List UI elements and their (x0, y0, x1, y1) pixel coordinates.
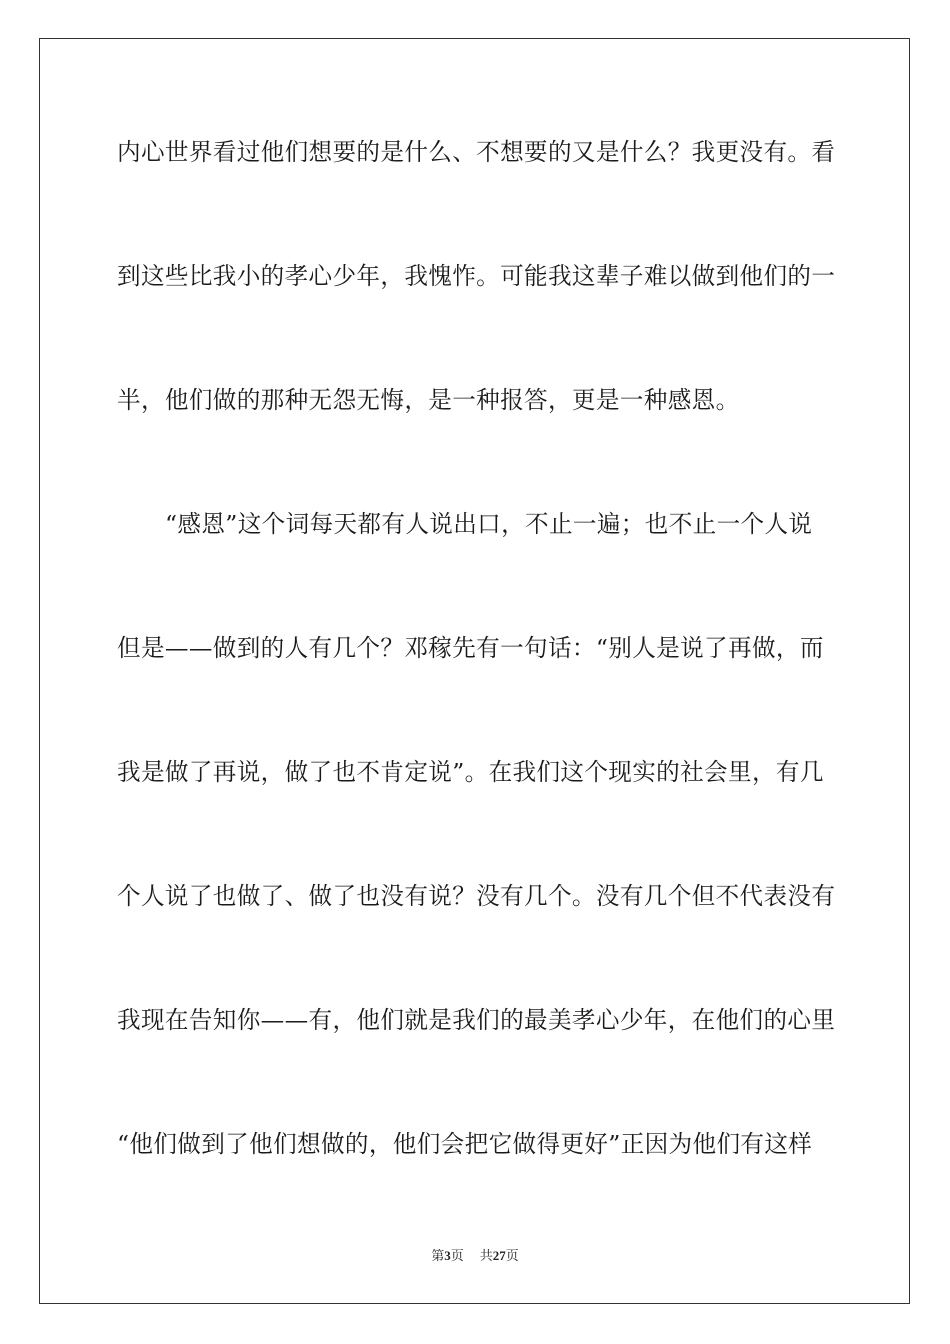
total-pages: 27 (492, 1248, 506, 1263)
text-line-2: 到这些比我小的孝心少年，我愧怍。可能我这辈子难以做到他们的一 (117, 262, 836, 290)
text-line-7: 个人说了也做了、做了也没有说？没有几个。没有几个但不代表没有 (117, 882, 836, 910)
page-footer (0, 1246, 950, 1267)
text-line-8: 我现在告知你——有，他们就是我们的最美孝心少年，在他们的心里 (117, 1006, 836, 1034)
page-border (39, 38, 910, 1304)
total-suffix: 页 (505, 1249, 519, 1264)
page-number: 3 (444, 1248, 451, 1263)
text-line-3: 半，他们做的那种无怨无悔，是一种报答，更是一种感恩。 (117, 386, 740, 414)
page-prefix: 第 (431, 1249, 445, 1264)
text-line-6: 我是做了再说，做了也不肯定说”。在我们这个现实的社会里，有几 (117, 758, 824, 786)
total-prefix: 共 (479, 1249, 493, 1264)
text-line-5: 但是——做到的人有几个？邓稼先有一句话：“别人是说了再做，而 (117, 634, 824, 662)
page-suffix: 页 (450, 1249, 464, 1264)
text-line-9: “他们做到了他们想做的，他们会把它做得更好”正因为他们有这样 (117, 1130, 813, 1158)
text-line-4: “感恩”这个词每天都有人说出口，不止一遍；也不止一个人说 (165, 510, 813, 538)
text-line-1: 内心世界看过他们想要的是什么、不想要的又是什么？我更没有。看 (117, 138, 836, 166)
